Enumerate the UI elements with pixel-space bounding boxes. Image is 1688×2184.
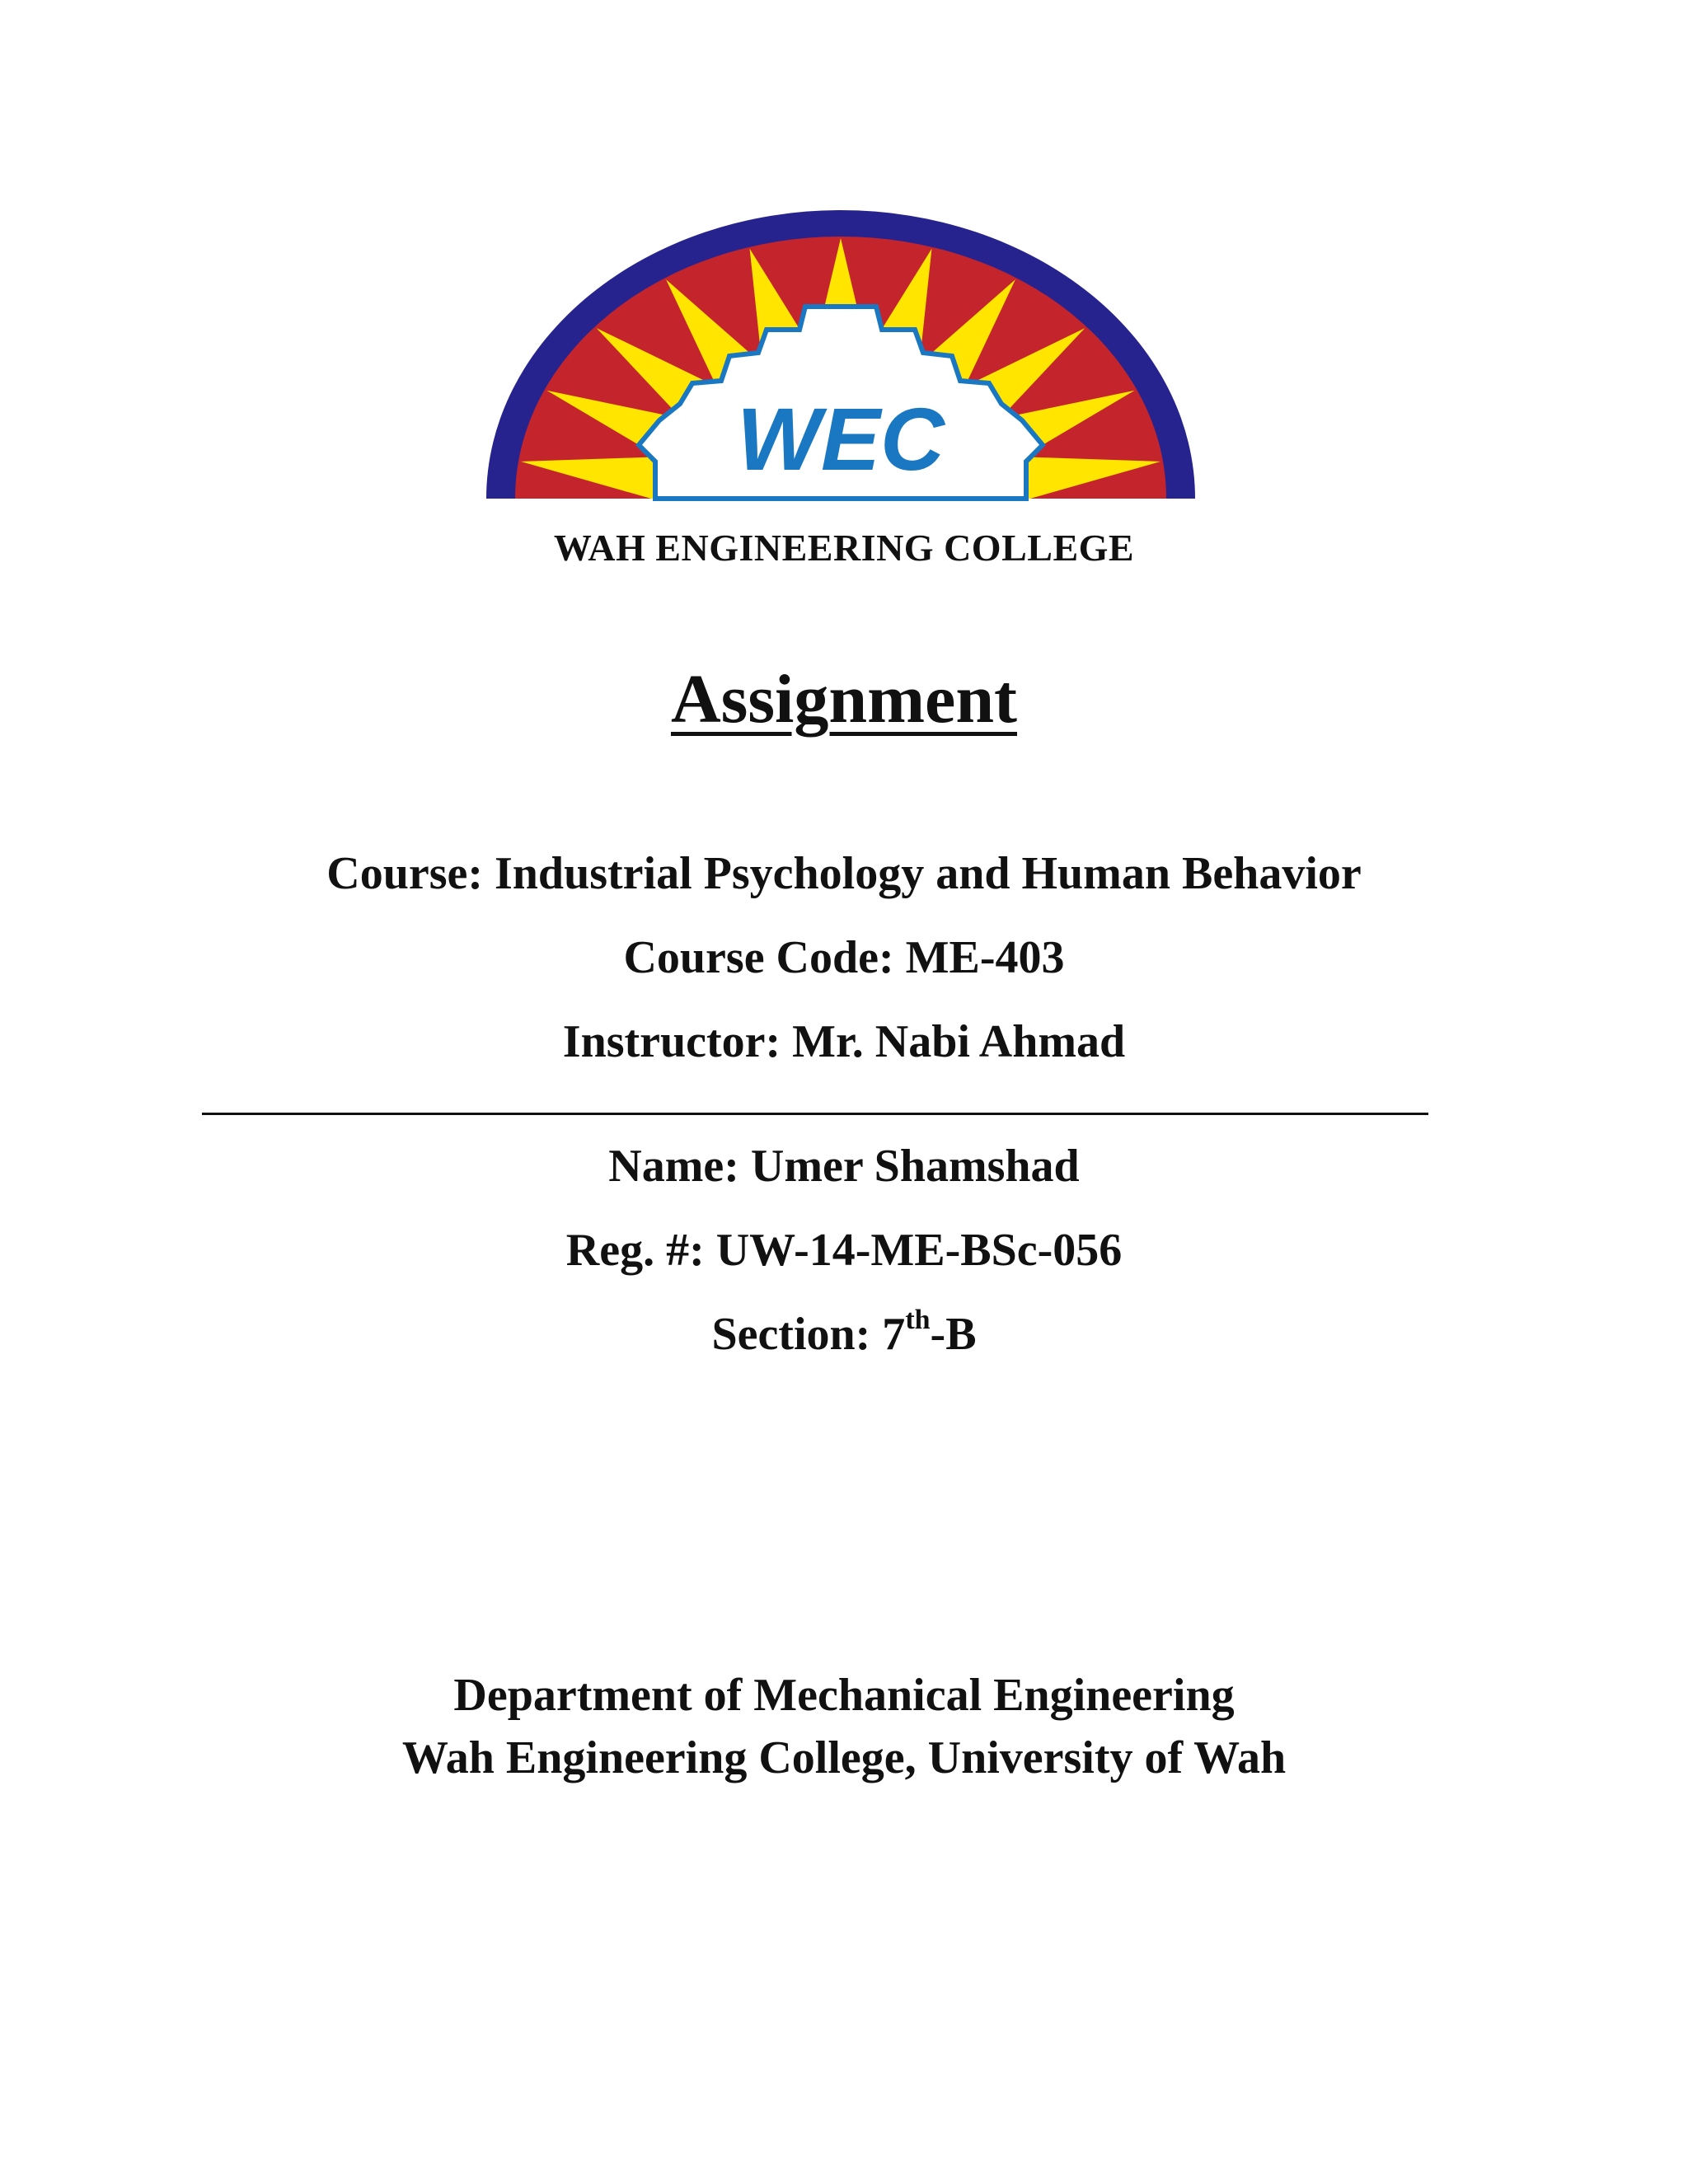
separator-rule	[202, 1113, 1428, 1115]
document-title-text: Assignment	[670, 661, 1018, 738]
wec-logo	[482, 198, 1199, 507]
instructor-name: Instructor: Mr. Nabi Ahmad	[562, 1016, 1126, 1067]
course-name: Course: Industrial Psychology and Human Behavior	[326, 848, 1362, 899]
section-prefix: Section: 7	[711, 1309, 906, 1360]
section-suffix: -B	[930, 1309, 977, 1360]
department-name: Department of Mechanical Engineering	[453, 1670, 1235, 1721]
registration-number: Reg. #: UW-14-ME-BSc-056	[565, 1225, 1123, 1276]
wec-logo-text: WEC	[737, 389, 945, 489]
section-superscript: th	[905, 1305, 931, 1335]
university-name: Wah Engineering College, University of Wah	[401, 1732, 1287, 1783]
college-name: WAH ENGINEERING COLLEGE	[553, 527, 1135, 569]
document-title	[0, 659, 1688, 739]
course-code: Course Code: ME-403	[623, 932, 1065, 983]
student-name: Name: Umer Shamshad	[608, 1141, 1080, 1192]
section	[0, 1305, 1688, 1361]
